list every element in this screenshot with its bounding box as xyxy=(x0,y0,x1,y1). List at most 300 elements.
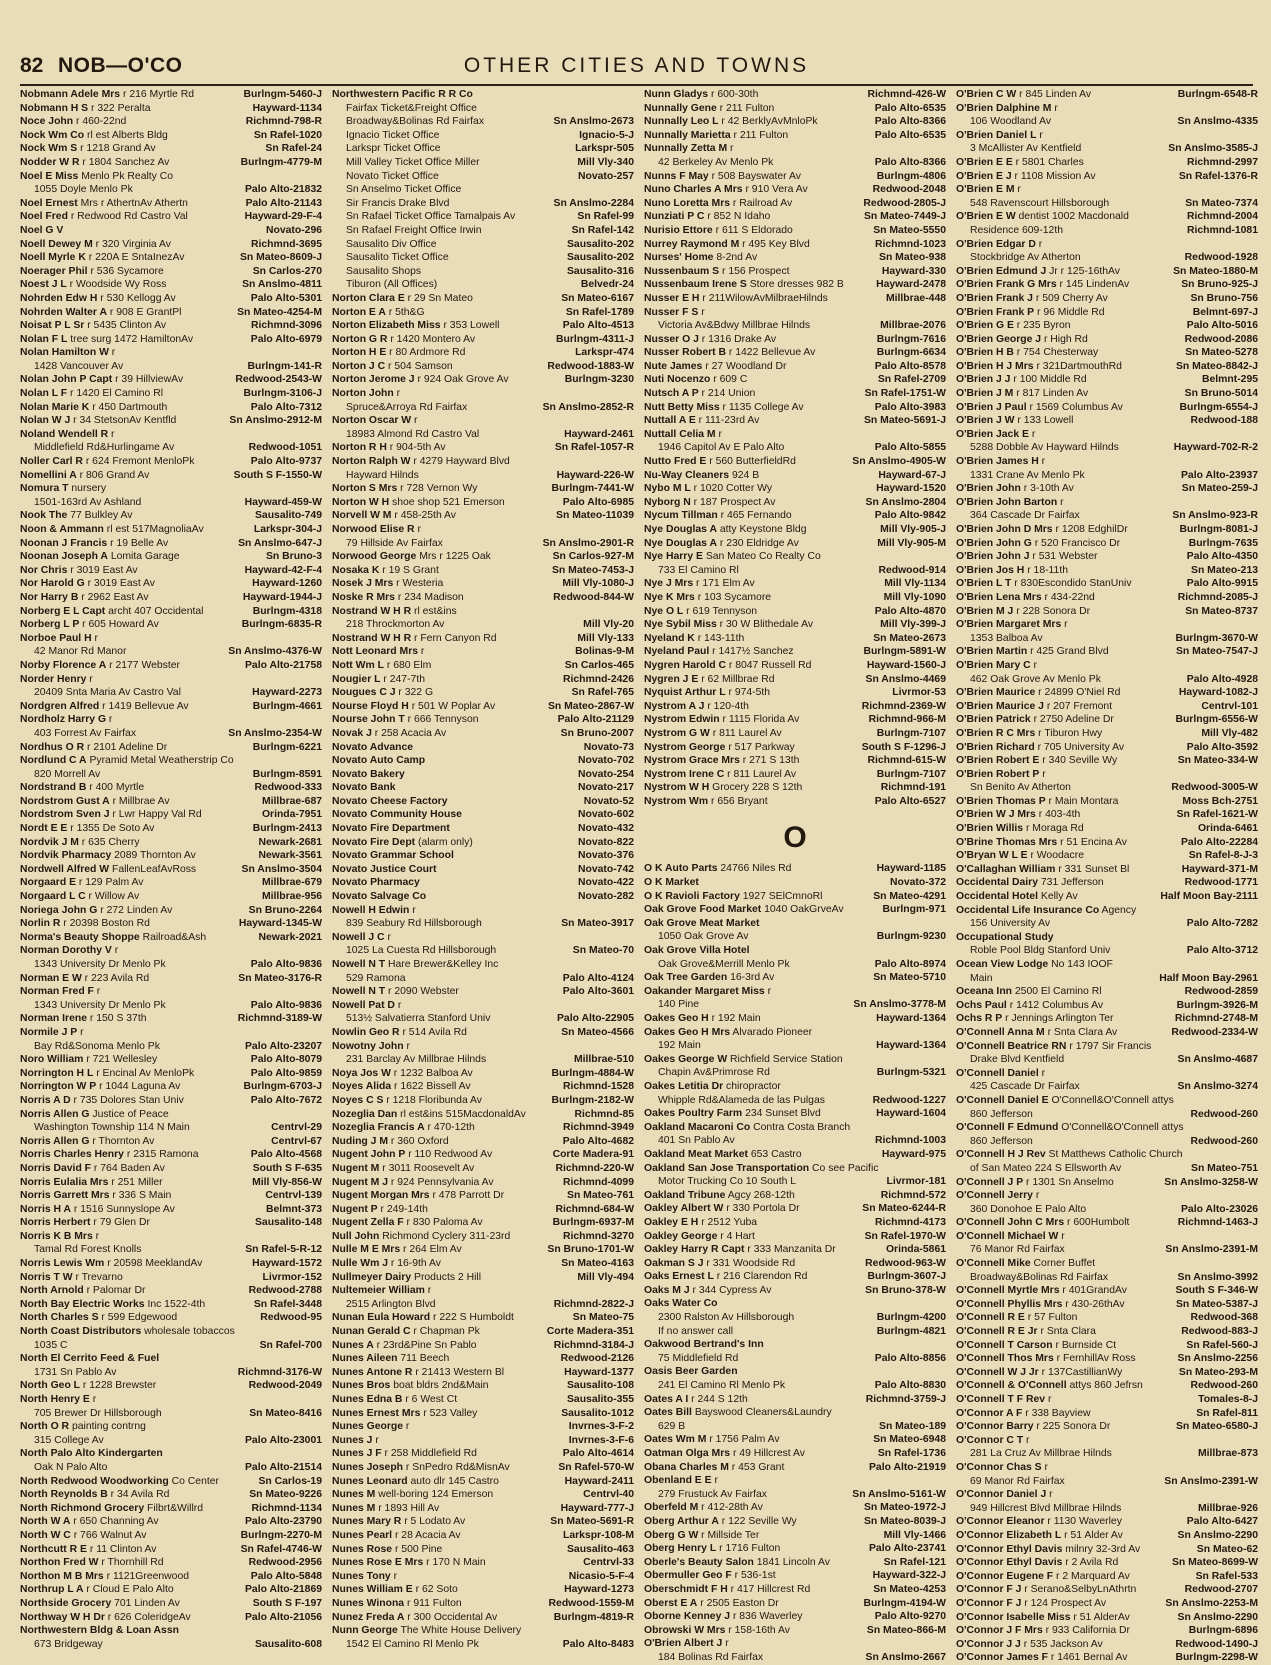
listing-address: r Serano&SelbyLnAthrtn xyxy=(1024,1584,1137,1596)
listing-address: r 234 Madison xyxy=(397,591,464,603)
listing-name: Nowotny John xyxy=(332,1040,404,1052)
listing-address: 42 Berkeley Av Menlo Pk xyxy=(658,156,774,168)
listing-entry xyxy=(956,985,1258,999)
listing-phone: Redwood-368 xyxy=(1190,1312,1258,1324)
listing-entry xyxy=(644,102,946,116)
listing-address: Justice of Peace xyxy=(92,1108,169,1120)
listing-name: O'Connell & O'Connell xyxy=(956,1380,1067,1392)
listing-entry xyxy=(20,822,322,836)
listing-entry xyxy=(20,972,322,986)
listing-phone: Richmnd-684-W xyxy=(555,1203,634,1215)
listing-address: r 103 Sycamore xyxy=(697,591,772,603)
listing-entry xyxy=(332,605,634,619)
listing-entry xyxy=(956,1475,1258,1489)
listing-entry xyxy=(956,700,1258,714)
listing-address: r xyxy=(730,143,734,155)
listing-name: Oatman Olga Mrs xyxy=(644,1448,731,1459)
listing-phone: Palo Alto-4928 xyxy=(1186,673,1258,685)
listing-phone: Redwood-260 xyxy=(1190,1380,1258,1392)
listing-address: 241 El Camino Rl Menlo Pk xyxy=(658,1380,786,1392)
listing-address: boat bldrs 2nd&Main xyxy=(393,1380,489,1392)
listing-address: r xyxy=(1039,129,1043,141)
listing-address: Mill Valley Ticket Office Miller xyxy=(346,156,480,168)
listing-name: Novato Advance xyxy=(332,741,414,753)
listing-name: O'Brien Maurice xyxy=(956,687,1036,699)
listing-phone: Novato-217 xyxy=(577,782,634,794)
listing-address: r 2750 Adeline Dr xyxy=(1033,714,1114,726)
listing-address: Spruce&Arroya Rd Fairfax xyxy=(346,401,468,413)
listing-entry xyxy=(20,1230,322,1244)
listing-phone: Redwood-2048 xyxy=(872,184,946,196)
listing-phone: Sn Anslmo-2912-M xyxy=(229,415,322,427)
listing-address: r 20598 MeeklandAv xyxy=(107,1258,203,1270)
listing-entry xyxy=(20,1420,322,1434)
listing-phone: Burlngm-2270-M xyxy=(240,1529,322,1541)
listing-name: Nutto Fred E xyxy=(644,456,707,468)
listing-address: r 80 Ardmore Rd xyxy=(389,347,466,359)
listing-phone: Hayward-1520 xyxy=(876,483,946,495)
listing-address: 1841 Lincoln Av xyxy=(756,1556,830,1568)
listing-name: Norwood Elise R xyxy=(332,524,415,535)
listing-phone: Sn Anslmo-3992 xyxy=(1177,1271,1258,1283)
listing-name: Nyborg N xyxy=(644,496,691,508)
listing-entry xyxy=(956,1502,1258,1516)
listing-entry xyxy=(644,958,946,972)
listing-phone: Larkspr-108-M xyxy=(562,1529,634,1541)
listing-address: 2300 Ralston Av Hillsborough xyxy=(658,1312,795,1324)
listing-address: 192 Main xyxy=(658,1040,701,1052)
listing-phone: Palo Alto-8974 xyxy=(874,958,946,970)
listing-entry xyxy=(332,1638,634,1652)
listing-address: r 501 W Poplar Av xyxy=(411,700,496,712)
listing-phone: Sn Rafel-1621-W xyxy=(1176,809,1258,821)
listing-entry xyxy=(332,265,634,279)
listing-phone: Sn Mateo-8416 xyxy=(249,1407,322,1419)
listing-address: r 5th&G xyxy=(388,306,425,318)
listing-entry xyxy=(956,428,1258,442)
listing-address: Roble Pool Bldg Stanford Univ xyxy=(970,945,1111,957)
listing-phone: Palo Alto-9270 xyxy=(874,1611,946,1623)
listing-name: Noland Wendell R xyxy=(20,428,109,440)
listing-phone: Hayward-226-W xyxy=(556,469,634,481)
listing-phone: Redwood-2788 xyxy=(248,1285,322,1297)
listing-phone: Richmnd-4173 xyxy=(874,1216,946,1228)
listing-entry xyxy=(644,768,946,782)
listing-address: 733 El Camino Rl xyxy=(658,564,739,576)
listing-name: Nordstrom Sven J xyxy=(20,809,110,821)
listing-phone: Sn Mateo-1880-M xyxy=(1173,265,1258,277)
listing-entry xyxy=(956,673,1258,687)
listing-entry xyxy=(20,129,322,143)
listing-entry xyxy=(956,754,1258,768)
listing-name: Norris Lewis Wm xyxy=(20,1258,105,1270)
listing-address: Contra Costa Branch xyxy=(753,1121,851,1133)
listing-column-2 xyxy=(332,88,634,1650)
listing-address: r 322 G xyxy=(398,687,434,699)
listing-phone: Hayward-1572 xyxy=(252,1258,322,1270)
listing-address: r 331 Sunset Bl xyxy=(1058,863,1130,875)
listing-entry xyxy=(332,251,634,265)
listing-phone: Burlngm-6634 xyxy=(876,347,946,359)
listing-address: 231 Barclay Av Millbrae Hilnds xyxy=(346,1054,487,1066)
listing-entry xyxy=(644,88,946,102)
listing-entry xyxy=(20,1162,322,1176)
listing-address: r 1218 Floribunda Av xyxy=(386,1094,482,1106)
listing-entry xyxy=(644,605,946,619)
listing-address: r 4279 Hayward Blvd xyxy=(413,456,510,468)
listing-name: O'Connell T F Rev xyxy=(956,1394,1046,1405)
listing-address: 364 Cascade Dr Fairfax xyxy=(970,510,1080,522)
listing-name: Oates Wm M xyxy=(644,1434,707,1446)
listing-name: Norton John xyxy=(332,388,394,400)
listing-entry xyxy=(20,754,322,768)
listing-address: r 458-25th Av xyxy=(394,510,456,522)
listing-phone: Moss Bch-2751 xyxy=(1182,795,1258,807)
listing-name: Northwestern Pacific R R Co xyxy=(332,89,473,100)
listing-phone: Millbrae-2076 xyxy=(880,320,946,332)
listing-phone: Sn Anslmo-2804 xyxy=(865,496,946,508)
listing-name: Nulle M E Mrs xyxy=(332,1244,401,1256)
listing-name: Nunes William E xyxy=(332,1584,413,1596)
listing-address: Filbrt&Willrd xyxy=(147,1502,204,1514)
listing-name: Nowell H Edwin xyxy=(332,904,410,916)
listing-name: Nunns F May xyxy=(644,170,709,182)
listing-name: O'Brien Robert E xyxy=(956,755,1040,767)
listing-phone: Sn Mateo-7374 xyxy=(1185,197,1258,209)
listing-address: r 18-11th xyxy=(1027,564,1069,576)
listing-address: r 220A E SntaInezAv xyxy=(88,252,185,264)
listing-entry xyxy=(644,1433,946,1447)
listing-entry xyxy=(20,1624,322,1638)
listing-name: O'Brien J J xyxy=(956,374,1011,386)
listing-phone: Hayward-1604 xyxy=(876,1108,946,1120)
listing-phone: Newark-2021 xyxy=(258,931,322,943)
listing-entry xyxy=(956,1543,1258,1557)
listing-name: Nusser F S xyxy=(644,306,699,318)
listing-entry xyxy=(332,931,634,945)
listing-address: r 656 Bryant xyxy=(710,795,768,807)
listing-address: r 434-22nd xyxy=(1044,591,1095,603)
listing-phone: Centrvl-139 xyxy=(265,1190,322,1202)
listing-name: O'Brien C W xyxy=(956,89,1017,100)
listing-phone: Half Moon Bay-2961 xyxy=(1159,972,1258,984)
listing-entry xyxy=(644,1488,946,1502)
listing-entry xyxy=(644,482,946,496)
listing-phone: Mill Vly-905-J xyxy=(880,524,946,535)
listing-phone: Sn Anslmo-4376-W xyxy=(228,646,322,658)
listing-entry xyxy=(20,441,322,455)
listing-entry xyxy=(332,1189,634,1203)
listing-entry xyxy=(956,1298,1258,1312)
listing-address: r xyxy=(405,1421,410,1433)
listing-address: r 3-10th Av xyxy=(1023,483,1074,495)
listing-entry xyxy=(20,1597,322,1611)
listing-entry xyxy=(956,1461,1258,1475)
listing-address: r 62 Soto xyxy=(415,1584,458,1596)
listing-address: r 470-12th xyxy=(427,1122,475,1134)
listing-phone: Sn Rafel-700 xyxy=(259,1339,322,1351)
listing-entry xyxy=(644,1202,946,1216)
listing-entry xyxy=(644,537,946,551)
listing-name: Nunes Rose xyxy=(332,1543,393,1555)
listing-address: 106 Woodland Av xyxy=(970,116,1052,128)
listing-name: O'Brien H J Mrs xyxy=(956,360,1034,372)
listing-entry xyxy=(956,605,1258,619)
listing-address: Sn Benito Av Atherton xyxy=(970,782,1071,794)
listing-address: r 2 Avila Rd xyxy=(1065,1557,1119,1569)
listing-address: r xyxy=(1061,1230,1065,1242)
listing-entry xyxy=(332,1407,634,1421)
listing-address: r 24899 O'Niel Rd xyxy=(1038,687,1121,699)
listing-entry xyxy=(644,1039,946,1053)
listing-entry xyxy=(20,306,322,320)
listing-address: Co see Pacific xyxy=(812,1162,879,1174)
listing-name: O'Brien Margaret Mrs xyxy=(956,619,1062,631)
listing-entry xyxy=(332,1624,634,1638)
listing-address: atty Keystone Bldg xyxy=(719,524,807,535)
listing-entry xyxy=(332,156,634,170)
listing-name: Nye O L xyxy=(644,605,684,617)
listing-entry xyxy=(20,455,322,469)
listing-name: Oakland San Jose Transportation xyxy=(644,1162,810,1174)
listing-phone: Sn Mateo-9226 xyxy=(249,1489,322,1501)
listing-name: Nolan Marie K xyxy=(20,401,90,413)
listing-name: Nobmann H S xyxy=(20,102,89,114)
listing-entry xyxy=(332,401,634,415)
listing-name: Nuding J M xyxy=(332,1135,388,1147)
listing-phone: Sausalito-608 xyxy=(255,1638,322,1650)
listing-name: Norris David F xyxy=(20,1162,92,1174)
listing-phone: Palo Alto-21514 xyxy=(245,1461,322,1473)
listing-entry xyxy=(20,1515,322,1529)
listing-name: Norboe Paul H xyxy=(20,632,92,644)
listing-address: 462 Oak Grove Av Menlo Pk xyxy=(970,673,1101,685)
listing-entry xyxy=(332,129,634,143)
listing-phone: Hayward-322-J xyxy=(872,1570,946,1582)
listing-name: Nye Sybil Miss xyxy=(644,619,717,631)
listing-name: Nomellini A xyxy=(20,469,77,481)
listing-entry xyxy=(956,1311,1258,1325)
listing-address: r FernhillAv Ross xyxy=(1056,1353,1136,1365)
listing-address: r 249-14th xyxy=(380,1203,428,1215)
listing-entry xyxy=(644,428,946,442)
listing-phone: Larkspr-304-J xyxy=(253,524,322,535)
listing-address: r 924 Oak Grove Av xyxy=(417,374,509,386)
listing-name: Nunes M xyxy=(332,1489,376,1501)
listing-entry xyxy=(20,1108,322,1122)
listing-entry xyxy=(20,469,322,483)
listing-address: r 51 Encina Av xyxy=(1060,836,1127,848)
listing-name: Norberg L P xyxy=(20,619,80,631)
listing-address: r 974-5th xyxy=(728,687,771,699)
listing-entry xyxy=(20,1026,322,1040)
listing-address: 24766 Niles Rd xyxy=(720,863,792,875)
listing-entry xyxy=(332,1284,634,1298)
listing-phone: Richmnd-2426 xyxy=(562,673,634,685)
listing-entry xyxy=(332,1176,634,1190)
listing-entry xyxy=(644,741,946,755)
listing-address: r 340 Seville Wy xyxy=(1042,755,1118,767)
listing-address: r 258 Acacia Av xyxy=(374,727,447,739)
listing-entry xyxy=(20,1257,322,1271)
listing-name: O'Connor F J xyxy=(956,1584,1022,1596)
listing-entry xyxy=(956,102,1258,116)
listing-phone: Richmnd-3189-W xyxy=(237,1013,322,1025)
listing-address: Stockbridge Av Atherton xyxy=(970,252,1081,264)
listing-address: r 1716 Fulton xyxy=(719,1543,781,1555)
listing-address: archt 407 Occidental xyxy=(108,605,204,617)
listing-address: Sausalito Div Office xyxy=(346,238,437,250)
listing-name: Nor Harry B xyxy=(20,591,79,603)
listing-entry xyxy=(332,278,634,292)
listing-entry xyxy=(20,550,322,564)
listing-name: Nultemeier William xyxy=(332,1285,425,1297)
listing-address: 653 Castro xyxy=(750,1148,802,1160)
listing-entry xyxy=(332,306,634,320)
listing-address: r 403-4th xyxy=(1038,809,1081,821)
listing-entry xyxy=(20,944,322,958)
listing-address: 1353 Balboa Av xyxy=(970,632,1043,644)
listing-name: Noya Jos W xyxy=(332,1067,391,1079)
listing-address: Sn Anselmo Ticket Office xyxy=(346,184,462,196)
listing-address: r 754 Chesterway xyxy=(1016,347,1099,359)
listing-phone: Redwood-2707 xyxy=(1184,1584,1258,1596)
listing-phone: Hayward-1560-J xyxy=(866,659,946,671)
listing-entry xyxy=(20,1203,322,1217)
listing-address: r xyxy=(767,985,772,997)
listing-address: r 417 Hillcrest Rd xyxy=(730,1583,811,1595)
listing-address: r Snta Clara Av xyxy=(1047,1026,1118,1038)
listing-name: O'Connell Thos Mrs xyxy=(956,1353,1054,1365)
listing-entry xyxy=(332,822,634,836)
listing-address: r 225 Sonora Dr xyxy=(1036,1421,1111,1433)
listing-address: r Encinal Av MenloPk xyxy=(96,1067,195,1079)
listing-address: 548 Ravenscourt Hillsborough xyxy=(970,197,1110,209)
listing-entry xyxy=(644,1175,946,1189)
listing-address: rl est 517MagnoliaAv xyxy=(106,524,204,535)
listing-phone: Sn Mateo-4163 xyxy=(561,1258,634,1270)
listing-entry xyxy=(332,441,634,455)
listing-address: r 19 Belle Av xyxy=(110,537,169,549)
listing-name: Occidental Dairy xyxy=(956,877,1039,889)
listing-phone: Hayward-29-F-4 xyxy=(244,211,322,223)
listing-name: Nott Leonard Mrs xyxy=(332,646,419,658)
listing-phone: South S F-635 xyxy=(252,1162,322,1174)
listing-name: Norton E A xyxy=(332,306,386,318)
listing-entry xyxy=(20,605,322,619)
listing-entry xyxy=(20,618,322,632)
listing-address: r 5 Lodato Av xyxy=(404,1516,466,1528)
listing-address: 5288 Dobble Av Hayward Hilnds xyxy=(970,442,1119,454)
listing-name: Norton G R xyxy=(332,333,388,345)
listing-address: r 51 AlderAv xyxy=(1073,1611,1130,1623)
listing-address: r 331 Woodside Rd xyxy=(706,1257,796,1269)
listing-entry xyxy=(956,115,1258,129)
listing-address: r 42 BerklyAvMnloPk xyxy=(721,116,818,128)
listing-address: r 3019 East Av xyxy=(70,564,138,576)
listing-phone: Richmnd-966-M xyxy=(868,714,946,726)
listing-address: 839 Seabury Rd Hillsborough xyxy=(346,918,482,930)
listing-address: r 1461 Bernal Av xyxy=(1050,1652,1128,1664)
listing-entry xyxy=(644,1556,946,1570)
listing-entry xyxy=(332,564,634,578)
listing-address: Tamal Rd Forest Knolls xyxy=(34,1244,142,1256)
listing-entry xyxy=(332,346,634,360)
listing-entry xyxy=(956,142,1258,156)
listing-address: r 1417½ Sanchez xyxy=(712,646,794,658)
listing-name: Oakwood Bertrand's Inn xyxy=(644,1339,764,1351)
listing-phone: Palo Alto-23790 xyxy=(245,1516,322,1528)
listing-entry xyxy=(332,1094,634,1108)
listing-entry xyxy=(956,1597,1258,1611)
listing-address: r 605 Howard Av xyxy=(82,619,159,631)
listing-phone: Sn Mateo-6244-R xyxy=(862,1203,946,1215)
listing-phone: Hayward-702-R-2 xyxy=(1173,442,1258,454)
listing-address: r Moraga Rd xyxy=(1025,823,1084,835)
listing-name: Nuttall Celia M xyxy=(644,428,716,440)
listing-entry xyxy=(644,1406,946,1420)
listing-name: Nunes Pearl xyxy=(332,1529,393,1541)
listing-phone: Hayward-1185 xyxy=(876,863,946,875)
listing-entry xyxy=(332,1053,634,1067)
listing-name: Oates A I xyxy=(644,1393,689,1405)
listing-name: North Coast Distributors xyxy=(20,1326,142,1338)
listing-entry xyxy=(644,577,946,591)
listing-name: Novato Justice Court xyxy=(332,863,437,875)
listing-entry xyxy=(644,1094,946,1108)
listing-phone: Sn Mateo-62 xyxy=(1196,1543,1258,1555)
listing-name: Novato Community House xyxy=(332,809,462,821)
listing-entry xyxy=(20,876,322,890)
listing-phone: Sn Rafel-24 xyxy=(265,143,322,155)
listing-address: r 214 Union xyxy=(701,388,756,400)
listing-entry xyxy=(956,1624,1258,1638)
listing-phone: Sn Anslmo-3585-J xyxy=(1168,143,1258,155)
listing-entry xyxy=(332,1108,634,1122)
listing-name: North Arnold xyxy=(20,1285,84,1297)
listing-name: Nunnally Gene xyxy=(644,102,717,114)
listing-name: Norberg E L Capt xyxy=(20,605,106,617)
listing-phone: Millbrae-926 xyxy=(1197,1502,1258,1514)
listing-phone: Palo Alto-23207 xyxy=(245,1040,322,1052)
listing-name: O'Brien John D Mrs xyxy=(956,524,1053,535)
listing-phone: Sn Mateo-5278 xyxy=(1185,347,1258,359)
listing-address: r 321DartmouthRd xyxy=(1036,360,1122,372)
listing-entry xyxy=(956,659,1258,673)
listing-entry xyxy=(20,673,322,687)
listing-entry xyxy=(956,1176,1258,1190)
listing-entry xyxy=(332,482,634,496)
listing-phone: Burlngm-2298-W xyxy=(1175,1652,1258,1664)
listing-name: Nute James xyxy=(644,360,703,372)
listing-entry xyxy=(644,210,946,224)
listing-address: r 110 Redwood Av xyxy=(408,1149,493,1161)
listing-entry xyxy=(332,1529,634,1543)
listing-address: r 1115 Florida Av xyxy=(722,714,800,726)
listing-address: r xyxy=(406,1040,410,1052)
listing-name: Nunes J xyxy=(332,1434,373,1446)
listing-name: Oakes Letitia Dr xyxy=(644,1080,724,1092)
listing-entry xyxy=(644,509,946,523)
listing-address: auto dlr 145 Castro xyxy=(410,1475,499,1487)
listing-address: 860 Jefferson xyxy=(970,1108,1033,1120)
listing-address: of San Mateo 224 S Ellsworth Av xyxy=(970,1162,1122,1174)
listing-phone: Hayward-67-J xyxy=(878,469,946,481)
listing-name: Nyeland Paul xyxy=(644,646,710,658)
listing-address: r 611 S Eldorado xyxy=(715,224,793,236)
listing-entry xyxy=(644,156,946,170)
listing-address: 1040 OakGrveAv xyxy=(764,904,844,916)
